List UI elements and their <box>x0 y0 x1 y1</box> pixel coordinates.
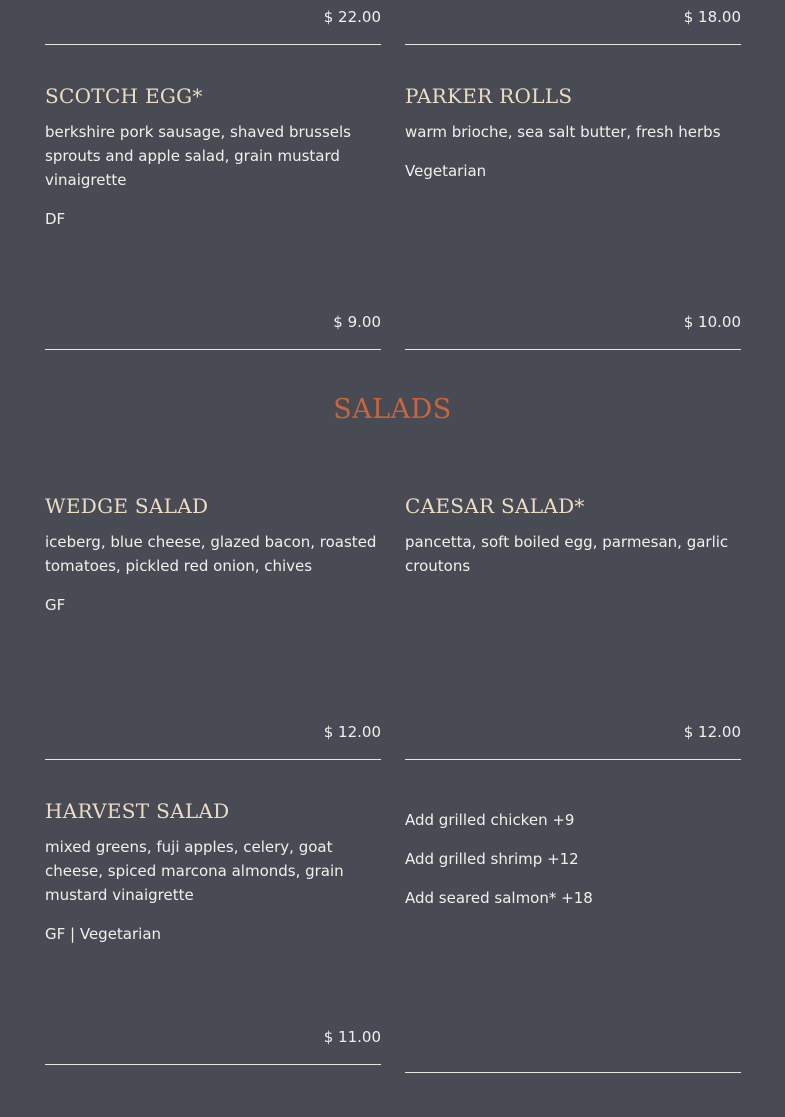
menu-item-title: PARKER ROLLS <box>405 84 573 108</box>
divider <box>45 759 381 760</box>
item-price: $ 22.00 <box>323 8 381 26</box>
menu-item-description: iceberg, blue cheese, glazed bacon, roasted tomatoes, pickled red onion, chives <box>45 533 377 575</box>
divider <box>405 759 741 760</box>
dietary-tag: DF <box>45 210 66 228</box>
item-price: $ 18.00 <box>683 8 741 26</box>
menu-item-title: HARVEST SALAD <box>45 799 230 823</box>
divider <box>45 44 381 45</box>
dietary-tag: GF <box>45 596 66 614</box>
divider <box>405 44 741 45</box>
addon-option: Add grilled chicken +9 <box>405 811 575 829</box>
divider <box>405 1072 741 1073</box>
dietary-tag: Vegetarian <box>405 162 487 180</box>
item-price: $ 12.00 <box>683 723 741 741</box>
menu-item-description: pancetta, soft boiled egg, parmesan, garlic croutons <box>405 533 729 575</box>
item-price: $ 10.00 <box>683 313 741 331</box>
dietary-tag: GF | Vegetarian <box>45 925 162 943</box>
menu-item-description: warm brioche, sea salt butter, fresh herbs <box>405 123 721 141</box>
divider <box>45 349 381 350</box>
menu-item-description: mixed greens, fuji apples, celery, goat cheese, spiced marcona almonds, grain mustard vinaigrette <box>45 838 344 904</box>
divider <box>405 349 741 350</box>
menu-item-title: CAESAR SALAD* <box>405 494 585 518</box>
item-price: $ 11.00 <box>323 1028 381 1046</box>
divider <box>45 1064 381 1065</box>
addon-option: Add seared salmon* +18 <box>405 889 593 907</box>
item-price: $ 9.00 <box>333 313 381 331</box>
menu-item-title: SCOTCH EGG* <box>45 84 203 108</box>
menu-item-title: WEDGE SALAD <box>45 494 209 518</box>
item-price: $ 12.00 <box>323 723 381 741</box>
section-heading-salads: SALADS <box>333 394 452 425</box>
menu-item-description: berkshire pork sausage, shaved brussels sprouts and apple salad, grain mustard vinaigrette <box>45 123 351 189</box>
addon-option: Add grilled shrimp +12 <box>405 850 579 868</box>
